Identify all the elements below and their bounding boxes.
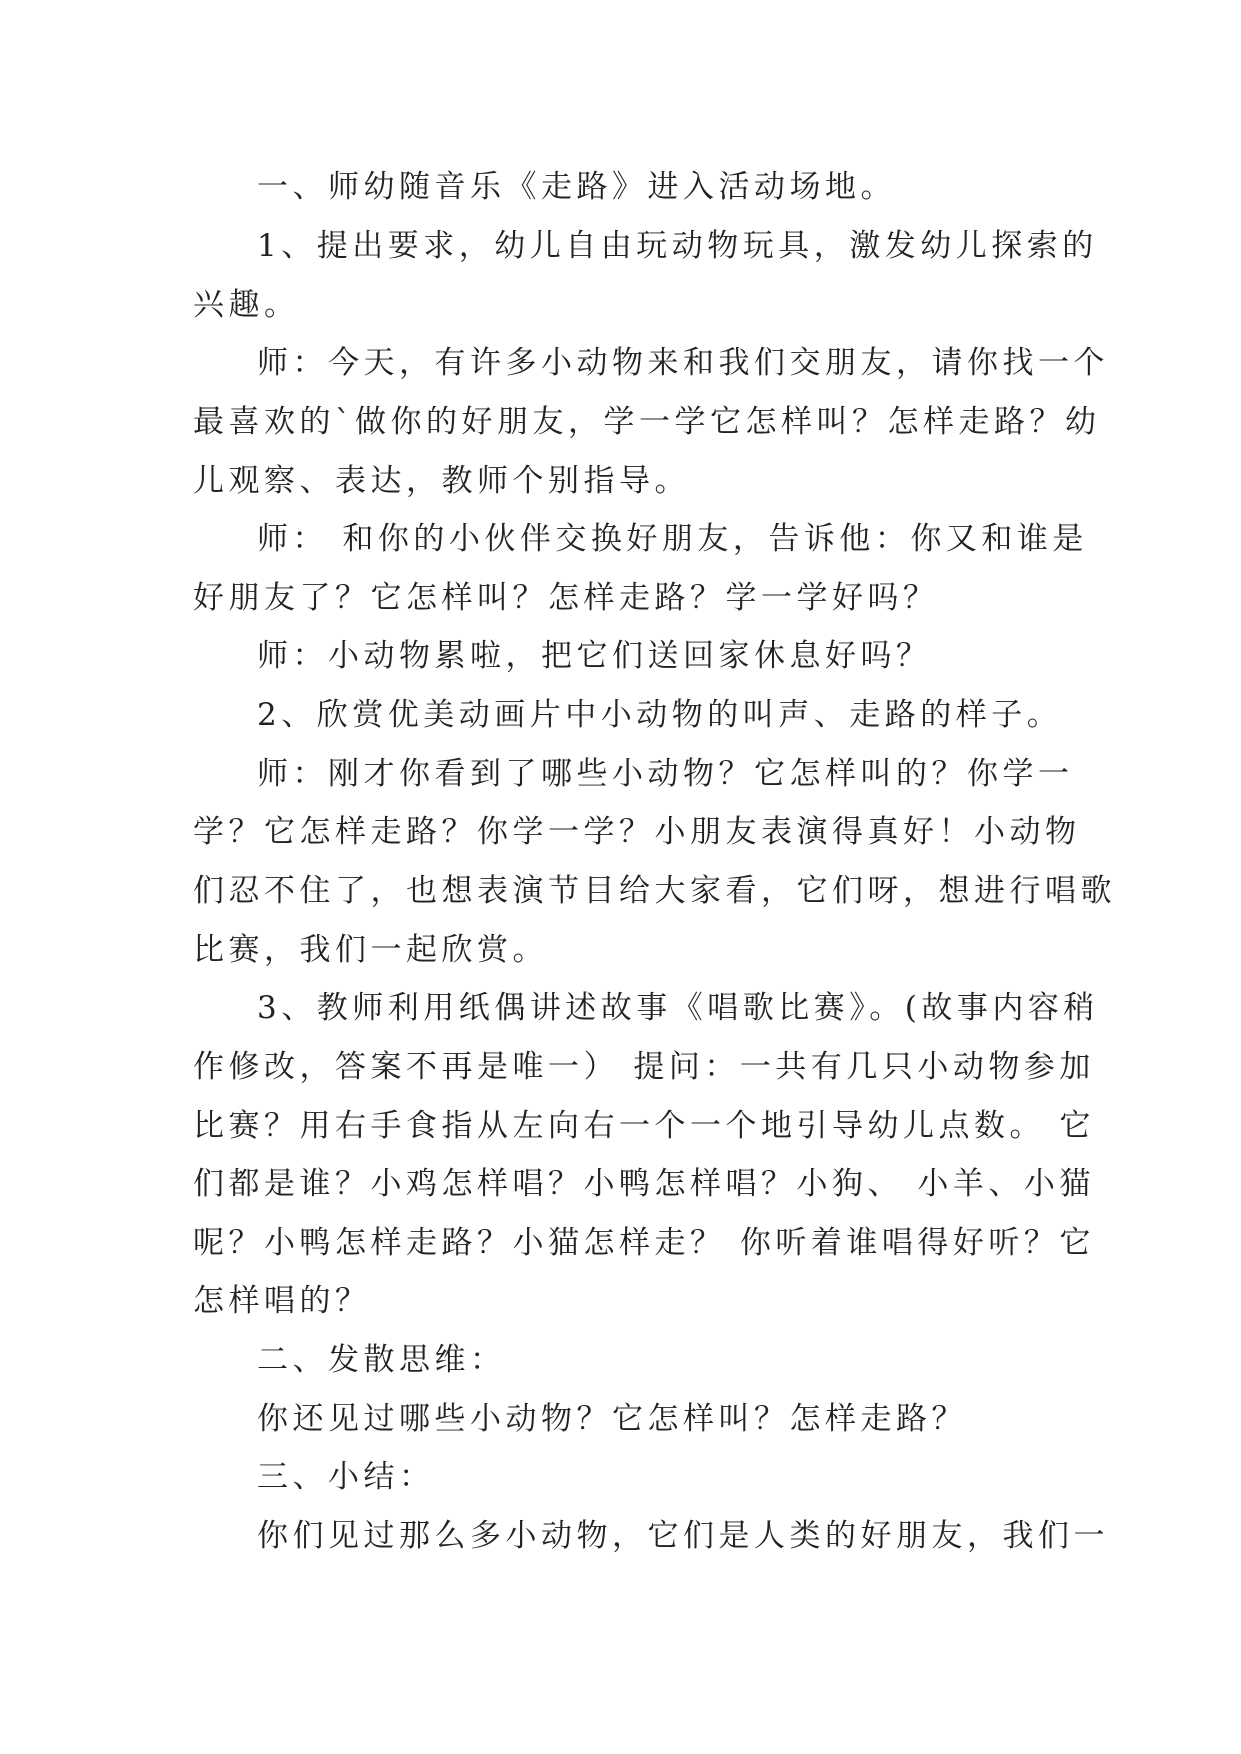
paragraph-line: 们都是谁？小鸡怎样唱？小鸭怎样唱？小狗、 小羊、小猫 <box>193 1166 1095 1202</box>
paragraph-line: 师：小动物累啦，把它们送回家休息好吗？ <box>257 638 932 674</box>
paragraph-line: 师：今天，有许多小动物来和我们交朋友，请你找一个 <box>257 345 1109 381</box>
paragraph-line: 兴趣。 <box>193 287 300 323</box>
paragraph-line: 儿观察、表达，教师个别指导。 <box>193 463 690 499</box>
paragraph-line: 一、师幼随音乐《走路》进入活动场地。 <box>257 169 896 205</box>
paragraph-line: 怎样唱的？ <box>193 1283 371 1319</box>
paragraph-line: 最喜欢的`做你的好朋友，学一学它怎样叫？怎样走路？幼 <box>193 404 1101 440</box>
paragraph-line: 1、提出要求，幼儿自由玩动物玩具，激发幼儿探索的 <box>257 228 1098 264</box>
paragraph-line: 好朋友了？它怎样叫？怎样走路？学一学好吗？ <box>193 580 939 616</box>
paragraph-line: 作修改，答案不再是唯一） 提问：一共有几只小动物参加 <box>193 1049 1095 1085</box>
paragraph-line: 3、教师利用纸偶讲述故事《唱歌比赛》。(故事内容稍 <box>257 990 1099 1026</box>
paragraph-line: 你还见过哪些小动物？它怎样叫？怎样走路？ <box>257 1401 967 1437</box>
paragraph-line: 学？它怎样走路？你学一学？小朋友表演得真好！小动物 <box>193 814 1081 850</box>
section-heading: 二、发散思维： <box>257 1342 506 1378</box>
paragraph-line: 2、欣赏优美动画片中小动物的叫声、走路的样子。 <box>257 697 1063 733</box>
paragraph-line: 师：刚才你看到了哪些小动物？它怎样叫的？你学一 <box>257 756 1074 792</box>
section-heading: 三、小结： <box>257 1459 435 1495</box>
paragraph-line: 师： 和你的小伙伴交换好朋友，告诉他：你又和谁是 <box>257 521 1088 557</box>
paragraph-line: 比赛，我们一起欣赏。 <box>193 932 548 968</box>
paragraph-line: 们忍不住了，也想表演节目给大家看，它们呀，想进行唱歌 <box>193 873 1116 909</box>
paragraph-line: 呢？小鸭怎样走路？小猫怎样走？ 你听着谁唱得好听？它 <box>193 1225 1095 1261</box>
paragraph-line: 比赛？用右手食指从左向右一个一个地引导幼儿点数。 它 <box>193 1108 1095 1144</box>
paragraph-line: 你们见过那么多小动物，它们是人类的好朋友，我们一 <box>257 1518 1109 1554</box>
